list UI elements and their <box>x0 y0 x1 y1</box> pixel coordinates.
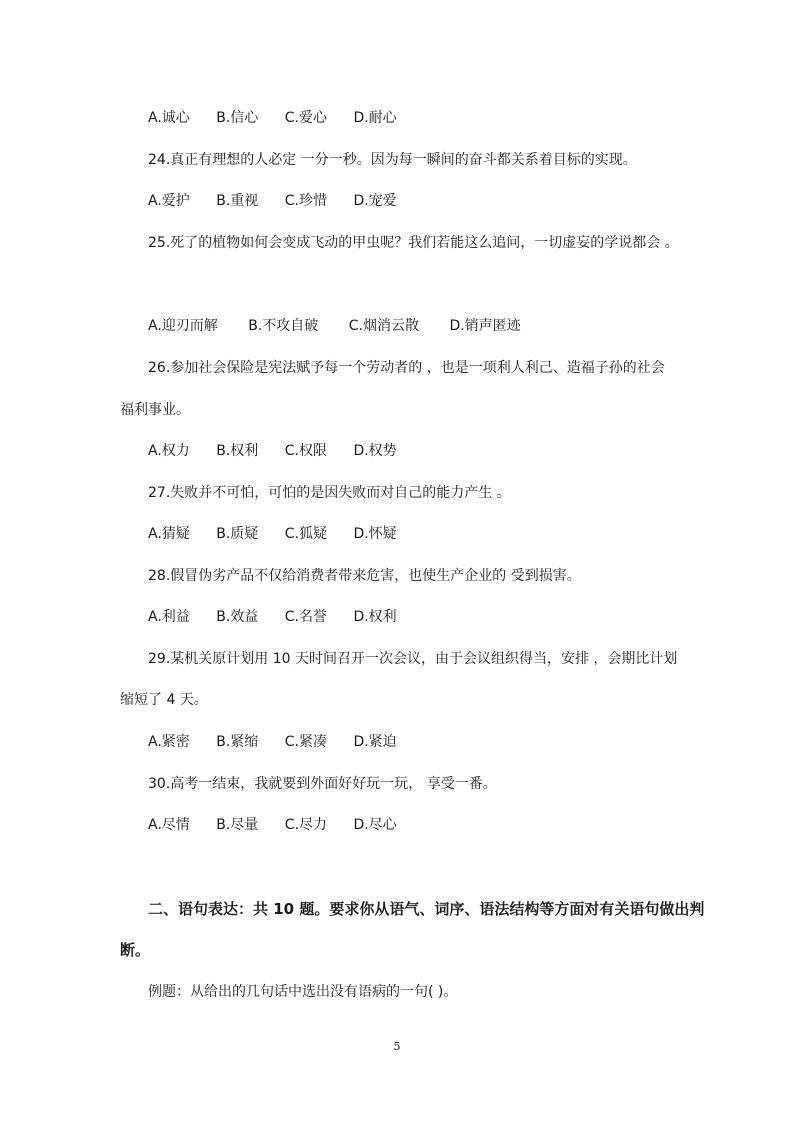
q29-option-c[interactable]: C.紧凑 <box>284 734 327 750</box>
q28-option-c[interactable]: C.名誉 <box>284 609 327 625</box>
q28-option-b[interactable]: B.效益 <box>216 609 259 625</box>
q25-option-a[interactable]: A.迎刃而解 <box>148 318 218 334</box>
q27-option-a[interactable]: A.猜疑 <box>148 526 190 542</box>
q23-option-d[interactable]: D.耐心 <box>353 110 397 126</box>
q25-options <box>148 316 547 336</box>
q24-option-b[interactable]: B.重视 <box>216 193 259 209</box>
q23-options <box>148 108 419 128</box>
q30-option-d[interactable]: D.尽心 <box>353 817 397 833</box>
section2-heading-line1: 二、语句表达：共 10 题。要求你从语气、词序、语法结构等方面对有关语句做出判 <box>148 900 705 918</box>
q26-option-c[interactable]: C.权限 <box>284 443 327 459</box>
q26-option-b[interactable]: B.权利 <box>216 443 259 459</box>
q26-text-line1: 26.参加社会保险是宪法赋予每一个劳动者的 ，也是一项利人利己、造福子孙的社会 <box>148 360 665 376</box>
q27-option-b[interactable]: B.质疑 <box>216 526 259 542</box>
q27-options <box>148 524 419 544</box>
q23-option-b[interactable]: B.信心 <box>216 110 259 126</box>
q24-option-a[interactable]: A.爱护 <box>148 193 190 209</box>
q27-text: 27.失败并不可怕，可怕的是因失败而对自己的能力产生 。 <box>148 485 511 501</box>
q23-option-c[interactable]: C.爱心 <box>284 110 327 126</box>
q24-option-c[interactable]: C.珍惜 <box>284 193 327 209</box>
q25-option-b[interactable]: B.不攻自破 <box>248 318 319 334</box>
q24-text: 24.真正有理想的人必定 一分一秒。因为每一瞬间的奋斗都关系着目标的实现。 <box>148 152 637 168</box>
section2-example: 例题：从给出的几句话中选出没有语病的一句( )。 <box>148 984 458 1000</box>
q28-options <box>148 607 419 627</box>
q29-option-d[interactable]: D.紧迫 <box>353 734 397 750</box>
q29-text-line2: 缩短了 4 天。 <box>120 692 208 708</box>
q30-options <box>148 815 419 835</box>
q28-text: 28.假冒伪劣产品不仅给消费者带来危害，也使生产企业的 受到损害。 <box>148 568 581 584</box>
q30-option-a[interactable]: A.尽情 <box>148 817 190 833</box>
q23-option-a[interactable]: A.诚心 <box>148 110 190 126</box>
q25-text: 25.死了的植物如何会变成飞动的甲虫呢？我们若能这么追问，一切虚妄的学说都会 。 <box>148 235 679 251</box>
section2-heading-line2: 断。 <box>120 941 151 959</box>
q30-option-b[interactable]: B.尽量 <box>216 817 259 833</box>
q27-option-c[interactable]: C.狐疑 <box>284 526 327 542</box>
q30-option-c[interactable]: C.尽力 <box>284 817 327 833</box>
q30-text: 30.高考一结束，我就要到外面好好玩一玩， 享受一番。 <box>148 776 497 792</box>
q28-option-a[interactable]: A.利益 <box>148 609 190 625</box>
q24-options <box>148 191 419 211</box>
q24-option-d[interactable]: D.宠爱 <box>353 193 397 209</box>
q29-options <box>148 732 419 752</box>
q27-option-d[interactable]: D.怀疑 <box>353 526 397 542</box>
q26-text-line2: 福利事业。 <box>120 402 190 418</box>
q26-option-d[interactable]: D.权势 <box>353 443 397 459</box>
q29-option-a[interactable]: A.紧密 <box>148 734 190 750</box>
q25-option-d[interactable]: D.销声匿迹 <box>449 318 521 334</box>
q25-option-c[interactable]: C.烟消云散 <box>348 318 419 334</box>
q26-options <box>148 441 419 461</box>
q28-option-d[interactable]: D.权利 <box>353 609 397 625</box>
page-number: 5 <box>393 1040 401 1053</box>
q29-option-b[interactable]: B.紧缩 <box>216 734 259 750</box>
q26-option-a[interactable]: A.权力 <box>148 443 190 459</box>
q29-text-line1: 29.某机关原计划用 10 天时间召开一次会议，由于会议组织得当，安排 ，会期比计划 <box>148 651 678 667</box>
